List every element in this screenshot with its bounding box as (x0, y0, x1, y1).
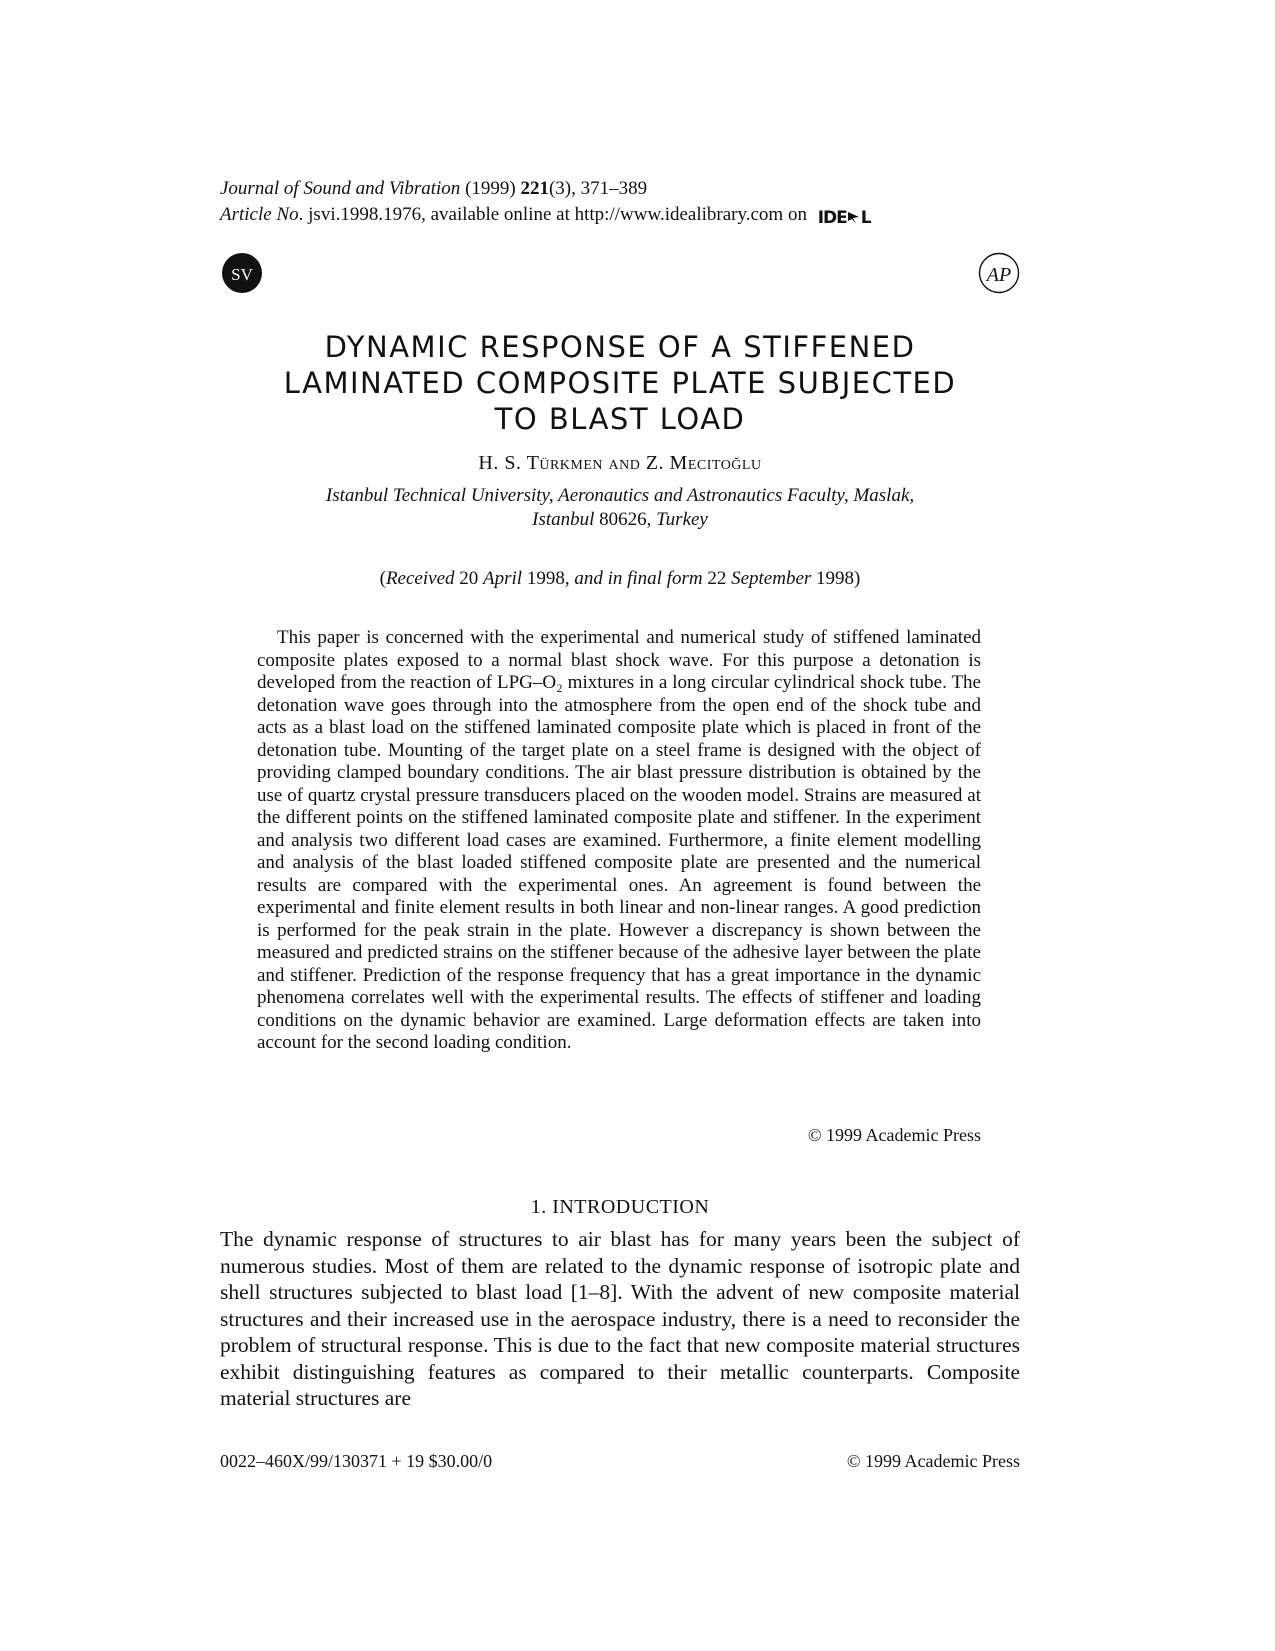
article-info: . jsvi.1998.1976, available online at http://www.idealibrary.com on (298, 204, 807, 225)
received-month: April (483, 568, 523, 589)
journal-name: Journal of Sound and Vibration (220, 178, 461, 199)
journal-issue-pages: (3), 371–389 (548, 178, 648, 199)
final-month: September (731, 568, 812, 589)
footer-code: 0022–460X/99/130371 + 19 $30.00/0 (220, 1451, 493, 1471)
affiliation (220, 484, 1020, 532)
received-day: 20 (459, 568, 479, 589)
abstract-text: This paper is concerned with the experimental and numerical study of stiffened laminated composite plates exposed to a normal blast shock wave. For this purpose a detonation is developed from the reaction of LPG–O₂ mixtures in a long circular cylindrical shock tube. The detonation wave goes through into the atmosphere from the open end of the shock tube and acts as a blast load on the stiffened laminated composite plate which is placed in front of the detonation tube. Mounting of the target plate on a steel frame is designed with the object of providing clamped boundary conditions. The air blast pressure distribution is obtained by the use of quartz crystal pressure transducers placed on the wooden model. Strains are measured at the different points on the stiffened laminated composite plate and stiffener. In the experiment and analysis two different load cases are examined. Furthermore, a finite element modelling and analysis of the blast loaded stiffened composite plate are presented and the numerical results are compared with the experimental ones. An agreement is found between the experimental and finite element results in both linear and non-linear ranges. A good prediction is performed for the peak strain in the plate. However a discrepancy is shown between the measured and predicted strains on the stiffener because of the adhesive layer between the plate and stiffener. Prediction of the response frequency that has a great importance in the dynamic phenomena correlates well with the experimental results. The effects of stiffener and loading conditions on the dynamic behavior are examined. Large deformation effects are taken into account for the second loading condition. (257, 627, 981, 1053)
received-label: Received (385, 568, 455, 589)
journal-volume: 221 (520, 178, 549, 199)
affiliation-postcode: 80626, (599, 509, 652, 530)
sv-publisher-logo (221, 252, 263, 294)
affiliation-line-1: Istanbul Technical University, Aeronautics and Astronautics Faculty, Maslak, (325, 485, 915, 506)
journal-year: (1999) (465, 178, 516, 199)
author-names: H. S. Türkmen and Z. Mecitoğlu (478, 452, 762, 474)
footer-copyright: © 1999 Academic Press (846, 1451, 1020, 1471)
title-line-1: DYNAMIC RESPONSE OF A STIFFENED (324, 330, 916, 365)
bird-icon (847, 209, 861, 225)
received-year: 1998, (526, 568, 570, 589)
affiliation-city: Istanbul (532, 509, 595, 530)
article-line (220, 202, 1020, 231)
final-form-label: and in final form (574, 568, 703, 589)
received-dates (220, 568, 1020, 590)
sv-logo-text: SV (231, 265, 253, 284)
ap-logo-text: AP (986, 264, 1012, 286)
affiliation-country: Turkey (656, 509, 708, 530)
affiliation-line-2 (220, 508, 1020, 532)
article-label: Article No (220, 204, 299, 225)
abstract-copyright: © 1999 Academic Press (807, 1125, 981, 1145)
title-line-3: TO BLAST LOAD (494, 402, 746, 437)
final-day: 22 (707, 568, 727, 589)
ideal-logo (818, 205, 871, 231)
authors (220, 452, 1020, 475)
citation-line (220, 176, 1020, 202)
ideal-logo-end: L (860, 208, 871, 228)
ap-publisher-logo (978, 252, 1020, 294)
final-year: 1998) (816, 568, 861, 589)
introduction-heading: 1. INTRODUCTION (530, 1196, 710, 1218)
introduction-text: The dynamic response of structures to air blast has for many years been the subject of numerous studies. Most of them are related to the dynamic response of isotropic plate and shell structures subjected to blast load [1–8]. With the advent of new composite material structures and their increased use in the aerospace industry, there is a need to reconsider the problem of structural response. This is due to the fact that new composite material structures exhibit distinguishing features as compared to their metallic counterparts. Composite material structures are (220, 1227, 1020, 1410)
received-open-paren: ( (379, 568, 386, 589)
paper-title (220, 329, 1020, 437)
title-line-2: LAMINATED COMPOSITE PLATE SUBJECTED (283, 366, 957, 401)
journal-header (220, 176, 1020, 231)
ideal-logo-text: IDE (817, 208, 847, 228)
